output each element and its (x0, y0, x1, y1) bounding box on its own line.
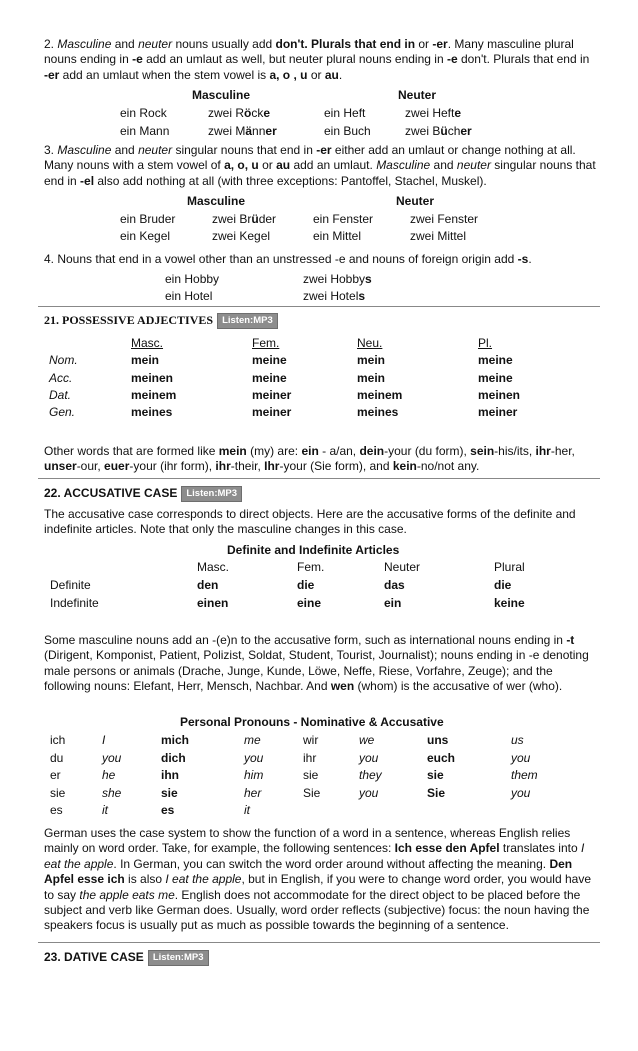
table-cell: meiner (478, 405, 518, 419)
case-label: Dat. (49, 388, 72, 402)
table-cell: meiner (252, 388, 292, 402)
table-cell: meine (252, 353, 287, 367)
table-cell: meine (252, 371, 287, 385)
col-header-fem: Fem. (252, 336, 280, 350)
pronoun-nom-de: er (50, 768, 61, 782)
pronoun-nom-de: ich (50, 733, 66, 747)
example-plural: zwei Fenster (410, 212, 479, 226)
pronoun-acc-de: es (161, 803, 175, 817)
pronoun-en: I (102, 733, 106, 747)
example-plural: zwei Hotels (303, 289, 366, 303)
col-header: Neuter (384, 560, 421, 574)
table-cell: meinen (478, 388, 521, 402)
pronoun-acc-de: dich (161, 751, 186, 765)
col-header-masc: Masc. (131, 336, 164, 350)
col-header: Plural (494, 560, 525, 574)
neuter-header: Neuter (396, 194, 435, 208)
neuter-header: Neuter (398, 88, 437, 102)
example-singular: ein Rock (120, 106, 167, 120)
case-label: Gen. (49, 405, 76, 419)
pronoun-nom-de: wir (303, 733, 319, 747)
pronoun-acc-en: me (244, 733, 261, 747)
example-plural: zwei Brüder (212, 212, 277, 226)
example-plural: zwei Hefte (405, 106, 462, 120)
col-header: Masc. (197, 560, 230, 574)
listen-mp3-button[interactable]: Listen:MP3 (217, 313, 278, 329)
accusative-intro: The accusative case corresponds to direct objects. Here are the accusative forms of the definite and indefinite articles. Note that only the masculine changes in this case. (44, 507, 576, 537)
pronoun-acc-en: it (244, 803, 250, 817)
pronoun-acc-de: ihn (161, 768, 179, 782)
pronoun-en: she (102, 786, 122, 800)
example-plural: zwei Mittel (410, 229, 467, 243)
table-cell: meinem (131, 388, 177, 402)
possessive-note: Other words that are formed like mein (my) are: ein - a/an, dein-your (du form), sein-his/its, ihr-her, unser-our, euer-your (ihr form), ihr-their, Ihr-your (Sie form), and kein-no/not any. (44, 444, 575, 474)
masculine-header: Masculine (187, 194, 246, 208)
pronoun-nom-de: du (50, 751, 64, 765)
pronoun-acc-en: you (511, 751, 531, 765)
section-divider (38, 942, 600, 943)
listen-mp3-button[interactable]: Listen:MP3 (181, 486, 242, 502)
table-cell: meine (478, 371, 513, 385)
case-label: Acc. (49, 371, 73, 385)
pronoun-en: it (102, 803, 108, 817)
pronoun-acc-en: us (511, 733, 524, 747)
table-cell: die (297, 578, 315, 592)
case-label: Nom. (49, 353, 78, 367)
listen-mp3-button[interactable]: Listen:MP3 (148, 950, 209, 966)
word-order-paragraph: German uses the case system to show the function of a word in a sentence, whereas English relies mainly on word order. Take, for example, the following sentences: Ich esse den Apfel translates into I eat the apple. In German, you can switch the word order around without affecting the meaning. Den Apfel esse ich is also I eat the apple, but in English, if you were to change word order, you would have to say the apple eats me. English does not accommodate for the direct object to be placed before the subject and verb like German does. Usually, word order reflects (subjective) focus: the noun having the speakers focus is usually put as much as possible towards the beginning of a sentence. (44, 826, 591, 933)
table-cell: das (384, 578, 405, 592)
masculine-header: Masculine (192, 88, 251, 102)
example-singular: ein Bruder (120, 212, 176, 226)
table-cell: meines (357, 405, 399, 419)
example-singular: ein Mann (120, 124, 170, 138)
section-divider (38, 306, 600, 307)
pronoun-acc-de: euch (427, 751, 456, 765)
pronoun-acc-de: uns (427, 733, 449, 747)
row-label: Indefinite (50, 596, 99, 610)
table-cell: mein (131, 353, 160, 367)
pronoun-en: we (359, 733, 375, 747)
table-cell: mein (357, 353, 386, 367)
plural-rule-2: 2. Masculine and neuter nouns usually add don't. Plurals that end in or -er. Many masculine plural nouns ending in -e add an umlaut as well, but neuter plural nouns ending in -e don't. Plurals that end in -er add an umlaut when the stem vowel is a, o , u or au. (44, 37, 590, 82)
section-21-title: 21. POSSESSIVE ADJECTIVES Listen:MP3 (44, 313, 278, 329)
table-cell: keine (494, 596, 525, 610)
pronoun-acc-en: them (511, 768, 538, 782)
accusative-nouns-note: Some masculine nouns add an -(e)n to the accusative form, such as international nouns ending in -t (Dirigent, Komponist, Patient, Polizist, Soldat, Student, Tourist, Journalist); nouns ending in -e denoting male persons or animals (Drache, Junge, Kunde, Löwe, Neffe, Riese, Vorfahre, Zeuge); and the following nouns: Elefant, Herr, Mensch, Nachbar. And wen (whom) is the accusative of wer (who). (44, 633, 589, 694)
pronoun-acc-en: you (511, 786, 531, 800)
example-plural: zwei Hobbys (303, 272, 372, 286)
table-cell: meinen (131, 371, 174, 385)
pronoun-acc-de: mich (161, 733, 190, 747)
example-singular: ein Mittel (313, 229, 362, 243)
pronoun-en: you (359, 751, 379, 765)
example-singular: ein Buch (324, 124, 371, 138)
section-divider (38, 478, 600, 479)
table-cell: eine (297, 596, 322, 610)
table-cell: den (197, 578, 219, 592)
table-cell: die (494, 578, 512, 592)
pronoun-nom-de: sie (303, 768, 319, 782)
col-header: Fem. (297, 560, 325, 574)
pronoun-en: you (102, 751, 122, 765)
pronoun-nom-de: sie (50, 786, 66, 800)
pronoun-acc-en: him (244, 768, 264, 782)
section-22-title: 22. ACCUSATIVE CASE Listen:MP3 (44, 486, 242, 502)
pronoun-acc-en: you (244, 751, 264, 765)
example-singular: ein Kegel (120, 229, 171, 243)
example-plural: zwei Kegel (212, 229, 271, 243)
example-singular: ein Heft (324, 106, 366, 120)
pronouns-table-title: Personal Pronouns - Nominative & Accusative (180, 715, 444, 729)
example-singular: ein Fenster (313, 212, 374, 226)
example-singular: ein Hobby (165, 272, 220, 286)
section-23-title: 23. DATIVE CASE Listen:MP3 (44, 950, 209, 966)
col-header-pl: Pl. (478, 336, 493, 350)
pronoun-acc-de: Sie (427, 786, 446, 800)
col-header-neu: Neu. (357, 336, 383, 350)
table-cell: meiner (252, 405, 292, 419)
table-cell: meine (478, 353, 513, 367)
example-plural: zwei Männer (208, 124, 277, 138)
pronoun-nom-de: ihr (303, 751, 317, 765)
pronoun-en: he (102, 768, 116, 782)
table-cell: meines (131, 405, 173, 419)
table-cell: mein (357, 371, 386, 385)
pronoun-en: they (359, 768, 382, 782)
example-singular: ein Hotel (165, 289, 213, 303)
pronoun-acc-de: sie (161, 786, 178, 800)
row-label: Definite (50, 578, 91, 592)
pronoun-acc-de: sie (427, 768, 444, 782)
pronoun-acc-en: her (244, 786, 262, 800)
table-cell: ein (384, 596, 402, 610)
plural-rule-3: 3. Masculine and neuter singular nouns that end in -er either add an umlaut or change nothing at all. Many nouns with a stem vowel of a, o, u or au add an umlaut. Masculine and neuter singular nouns that end in -el also add nothing at all (with three exceptions: Pantoffel, Stachel, Muskel). (44, 143, 596, 188)
table-cell: meinem (357, 388, 403, 402)
pronoun-en: you (359, 786, 379, 800)
articles-table-title: Definite and Indefinite Articles (227, 543, 400, 557)
pronoun-nom-de: Sie (303, 786, 321, 800)
table-cell: einen (197, 596, 229, 610)
pronoun-nom-de: es (50, 803, 63, 817)
plural-rule-4: 4. Nouns that end in a vowel other than an unstressed -e and nouns of foreign origin add -s. (44, 252, 532, 266)
example-plural: zwei Röcke (208, 106, 271, 120)
example-plural: zwei Bücher (405, 124, 472, 138)
